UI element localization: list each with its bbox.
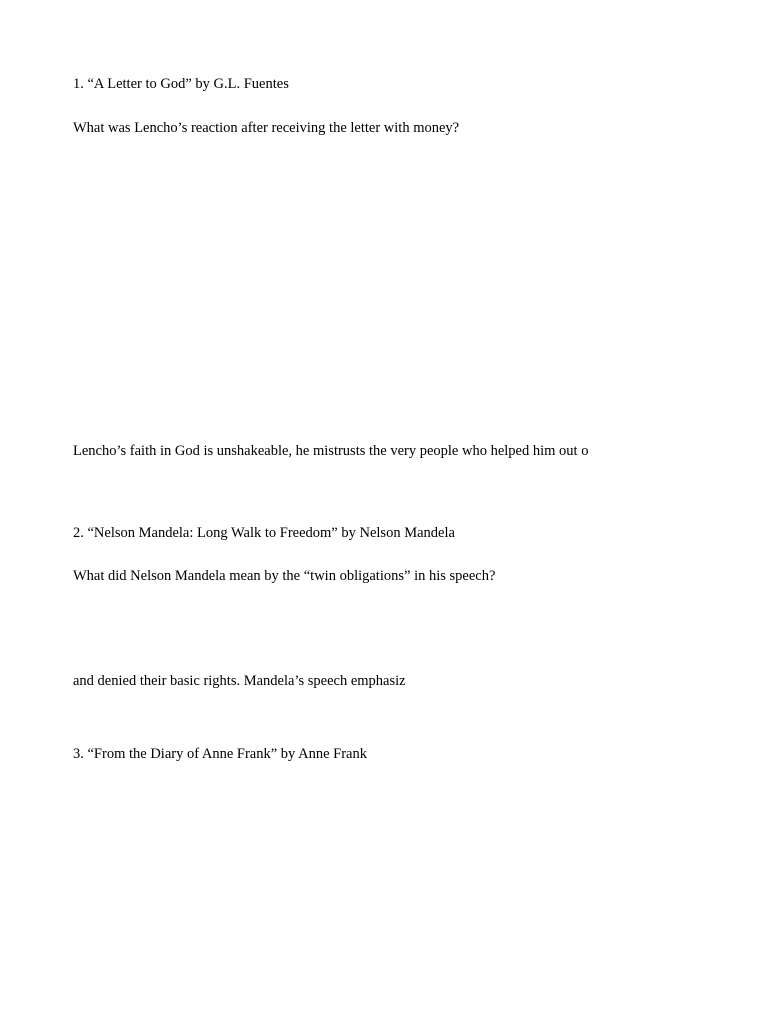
section-3-heading: 3. “From the Diary of Anne Frank” by Anne Frank bbox=[73, 746, 367, 762]
section-2-answer: and denied their basic rights. Mandela’s speech emphasiz bbox=[73, 673, 406, 689]
section-1-answer: Lencho’s faith in God is unshakeable, he mistrusts the very people who helped him out o bbox=[73, 443, 589, 459]
section-1-heading: 1. “A Letter to God” by G.L. Fuentes bbox=[73, 76, 289, 92]
section-2-question: What did Nelson Mandela mean by the “twin obligations” in his speech? bbox=[73, 568, 496, 584]
section-2-heading: 2. “Nelson Mandela: Long Walk to Freedom” by Nelson Mandela bbox=[73, 525, 455, 541]
section-1-question: What was Lencho’s reaction after receiving the letter with money? bbox=[73, 120, 460, 136]
